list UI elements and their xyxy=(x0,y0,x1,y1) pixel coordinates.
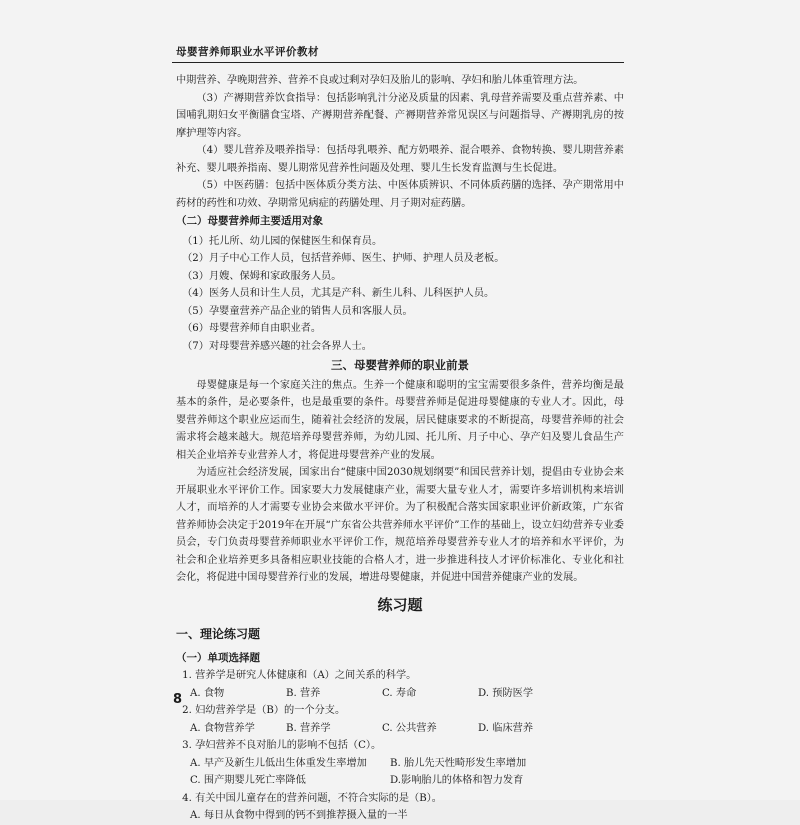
list-item-3: （3）产褥期营养饮食指导：包括影响乳汁分泌及质量的因素、乳母营养需要及重点营养素、中国哺乳期妇女平衡膳食宝塔、产褥期营养配餐、产褥期营养常见误区与问题指导、产褥期乳房的按摩护理等内容。 xyxy=(176,92,624,139)
question-stem: 4. 有关中国儿童存在的营养问题，不符合实际的是（B）。 xyxy=(182,792,442,804)
question-options xyxy=(176,772,624,790)
page-number: 8 xyxy=(173,692,183,707)
question-stem: 2. 妇幼营养学是（B）的一个分支。 xyxy=(182,705,346,716)
question-stem: 1. 营养学是研究人体健康和（A）之间关系的科学。 xyxy=(182,670,417,681)
header-rule xyxy=(172,62,624,63)
option: B. 营养学 xyxy=(286,722,331,734)
list-item-5: （5）中医药膳：包括中医体质分类方法、中医体质辨识、不同体质药膳的选择、孕产期常用中药材的药性和功效、孕期常见病症的药膳处理、月子期对症药膳。 xyxy=(176,180,624,209)
question-options xyxy=(176,755,624,773)
question-options xyxy=(176,685,624,703)
question-options xyxy=(176,807,624,825)
audience-item: （6）母婴营养师自由职业者。 xyxy=(182,323,322,334)
option: A. 早产及新生儿低出生体重发生率增加 xyxy=(190,757,367,769)
audience-item: （1）托儿所、幼儿园的保健医生和保育员。 xyxy=(182,235,383,247)
exercises-subsection-heading: （一）单项选择题 xyxy=(176,651,260,664)
audience-item: （3）月嫂、保姆和家政服务人员。 xyxy=(182,270,342,282)
exercises-section-heading: 一、理论练习题 xyxy=(176,627,261,641)
page-content xyxy=(176,72,624,825)
question-stem: 3. 孕妇营养不良对胎儿的影响不包括（C）。 xyxy=(182,740,382,751)
paragraph-continued: 中期营养、孕晚期营养、营养不良或过剩对孕妇及胎儿的影响、孕妇和胎儿体重管理方法。 xyxy=(176,75,584,86)
body-paragraph: 母婴健康是每一个家庭关注的焦点。生养一个健康和聪明的宝宝需要很多条件，营养均衡是最基本的条件，是必要条件，也是最重要的条件。母婴营养师是促进母婴健康的专业人才。因此，母婴营养师这个职业应运而生，随着社会经济的发展，居民健康要求的不断提高，母婴营养师的社会需求将会越来越大。规范培养母婴营养师，为幼儿园、托儿所、月子中心、孕产妇及婴儿食品生产相关企业培养专业营养人才，将促进母婴营养产业的发展。 xyxy=(176,379,624,461)
running-header: 母婴营养师职业水平评价教材 xyxy=(176,46,319,58)
option: A. 每日从食物中得到的钙不到推荐摄入量的一半 xyxy=(190,810,408,821)
option: D. 临床营养 xyxy=(478,722,534,734)
option: B. 胎儿先天性畸形发生率增加 xyxy=(390,757,527,769)
option: C. 寿命 xyxy=(382,687,417,699)
option: C. 公共营养 xyxy=(382,722,437,734)
audience-item: （5）孕婴童营养产品企业的销售人员和客服人员。 xyxy=(182,305,413,317)
audience-item: （7）对母婴营养感兴趣的社会各界人士。 xyxy=(182,340,372,352)
audience-item: （4）医务人员和计生人员，尤其是产科、新生儿科、儿科医护人员。 xyxy=(182,288,495,299)
body-paragraph: 为适应社会经济发展，国家出台“健康中国2030规划纲要”和国民营养计划，提倡由专业协会来开展职业水平评价工作。国家要大力发展健康产业，需要大量专业人才，需要许多培训机构来培训人才，而培养的人才需要专业协会来做水平评价。为了积极配合落实国家职业评价新政策，广东省营养师协会决定于2019年在开展“广东省公共营养师水平评价”工作的基础上，设立妇幼营养专业委员会，专门负责母婴营养师职业水平评价工作，规范培养母婴营养专业人才的培养和水平评价，为社会和企业培养更多具备相应职业技能的合格人才，进一步推进科技人才评价标准化、专业化和社会化，将促进中国母婴营养行业的发展，增进母婴健康，并促进中国营养健康产业的发展。 xyxy=(176,467,624,583)
option: A. 食物营养学 xyxy=(190,722,255,734)
option: C. 围产期婴儿死亡率降低 xyxy=(190,775,306,786)
question-options xyxy=(176,720,624,738)
list-item-4: （4）婴儿营养及喂养指导：包括母乳喂养、配方奶喂养、混合喂养、食物转换、婴儿期营养素补充、婴儿喂养指南、婴儿期常见营养性问题及处理、婴儿生长发育监测与生长促进。 xyxy=(176,145,624,174)
subsection-heading: （二）母婴营养师主要适用对象 xyxy=(176,215,323,227)
exercises-title: 练习题 xyxy=(377,595,423,614)
option: B. 营养 xyxy=(286,687,321,699)
option: A. 食物 xyxy=(190,687,225,699)
audience-item: （2）月子中心工作人员，包括营养师、医生、护师、护理人员及老板。 xyxy=(182,253,505,264)
option: D. 预防医学 xyxy=(478,687,534,699)
section-heading: 三、母婴营养师的职业前景 xyxy=(331,358,469,372)
option: D.影响胎儿的体格和智力发育 xyxy=(390,775,524,786)
